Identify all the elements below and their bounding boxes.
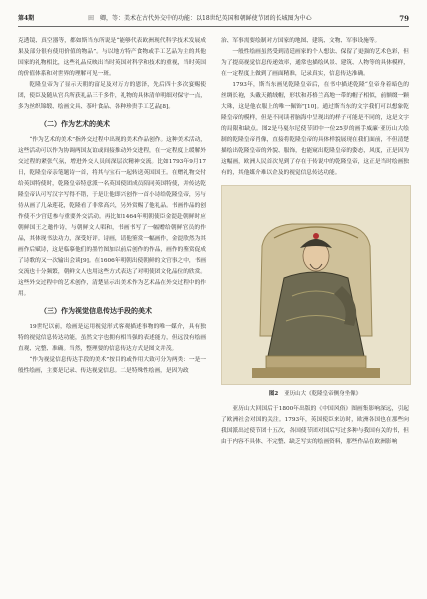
figure-number: 图2 <box>268 391 279 397</box>
right-column <box>221 36 409 448</box>
paragraph: 一般性绘画虽然受到清廷画家的个人想法、保留了更强的艺术色彩，但为了提高视觉信息传递效率，通常也描绘风景、建筑、人物等的具体模样，在一定程度上做到了画面精准，记录真实，信息传达准确。 <box>221 49 409 77</box>
left-column <box>18 36 206 377</box>
paragraph: 克透镜、真空器等，都如斯当东所说是“能够代表欧洲现代科学技术发展成果及部分很有使用价值的物品”。与以地方特产食物或手工艺品为主的其他国家的礼物相比，这些礼品反映出当时英国对科学和技术的重视，当时英国的价值体系和对世界的理解可见一斑。 <box>18 38 206 77</box>
paragraph: 亚历山大回国后于1800年出版的《中国风俗》图画集影响深远，引起了欧洲社会对国的关注。1793年，英国使臣来访时，欧洲各国也在那些向我国派出过使节团十五次，各国使节团对国后写过多种与我国有关的书，但由于内容不具体、不完整、缺乏写实的绘画资料，那些作品在欧洲影响 <box>221 406 409 445</box>
section-heading: （三）作为视觉信息传达手段的美术 <box>40 307 152 315</box>
figure-caption-text: 亚历山大《乾隆皇帝侧身坐像》 <box>284 391 362 397</box>
paragraph: 治、军事需要绘制对方国家的地图、建筑、文物、军事设施等。 <box>221 38 381 44</box>
portrait-figure <box>221 185 411 385</box>
section-heading: （二）作为艺术的美术 <box>40 120 110 128</box>
paragraph: “作为视觉信息传达手段的美术”按目的或作用大致可分为两类：一是一般性绘画，主要是记录、传达视觉信息。二是特殊性绘画，是因为政 <box>18 357 206 374</box>
page-number: 79 <box>399 14 409 23</box>
running-title: 田 卿，等：美术在古代外交中的功能：以18世纪英国和朝鲜使节团的长城图为中心 <box>88 15 312 22</box>
paragraph: 19世纪以前，绘画是运用视觉形式客观描述事物的唯一媒介，具有独特的视觉信息传达功能，虽然文字也拥有相当强的表述能力，但远没有绘画直观、完整、准确。当然，整理要的信息传达方式是图文并茂。 <box>18 324 206 352</box>
issue-label: 第4期 <box>18 15 35 22</box>
figure-caption <box>221 389 409 399</box>
paragraph: 1793年，斯当东画见乾隆皇帝后，在书中描述乾隆“皇帝身着暗色的丝绸长袍，头戴天鹅绒帽，形状和苏格兰高地一带的帽子相似，前额缀一颗大珠，这是他衣服上的唯一佩饰”[10]。通过斯当东的文字我们可以想象乾隆皇帝的模样，但是不同读者脑海中呈现出的样子可能是不同的，这是文字的局限和缺点。图2是马戛尔尼使节团中一位25岁的画手威廉·亚历山大绘制的乾隆皇帝肖像，直接将乾隆皇帝的具体样貌展现在我们面前，不但清楚描绘出乾隆皇帝的外貌、服饰，也能窥出乾隆皇帝的姿态，风度，正是因为这幅画，欧洲人民首次见到了存在于传说中的乾隆皇帝，这正是当时绘画独有的，其他媒介难以企及的视觉信息传达功能。 <box>221 82 409 176</box>
page-header <box>18 12 409 27</box>
paragraph: “作为艺术的美术”指外交过程中出现的美术作品创作。这种美术活动，这些活动可以作为协调两国友谊或间接推动外交进程，在一定程度上缓解外交过程的紧张气氛，增进外交人员间深层次精神交流。比如1793年9月17日，乾隆皇帝亲笔题诗一首，将其与宝石一起转送英国国王。在赠礼物交付给英国特使时，乾隆皇帝特意派一名英国使团成员陪同英国特使，并传达乾隆皇帝认可写汉字写得不错，于是让他即兴创作一首小诗给乾隆皇帝，另与侍从画了几朵莲花，乾隆看了非常高兴，另外赏赐了他礼品。书画作品的创作使不少宫廷参与重要外交活动。再比如1464年明朝使臣金湜赴朝鲜时应朝鲜国王之邀作诗，与朝鲜文人唱和，书画书写了一幅赠给朝鲜官员的作品，其体现书法功力，深受好评。诗画，请他鉴赏一幅画作，金湜欣然为其画作后赋诗，这是临摹他们的墨竹图加以前后创作的作品，画作的鉴赏促成了诗歌的又一次输出会谈[9]。在1606年明朝出使朝鲜的文官事之中，书画交流也十分频繁，朝鲜文人也用这些方式表达了对明使团文化品位的欣赏。这些外交过程中的艺术创作，清楚显示出美术作为艺术品在外交过程中的作用。 <box>18 137 206 297</box>
emperor-portrait-illustration <box>222 186 410 384</box>
paragraph: 乾隆皇帝为了显示天朝的富足及对万方的恩泽，先后四十多次宴赐使团，使臣及随从官兵所获礼品三千多件，礼物的具体清单明细对保守一点，多为丝织锦缎、绘画文具、茶叶食品、各种珍贵手工艺品[8]。 <box>18 82 206 110</box>
